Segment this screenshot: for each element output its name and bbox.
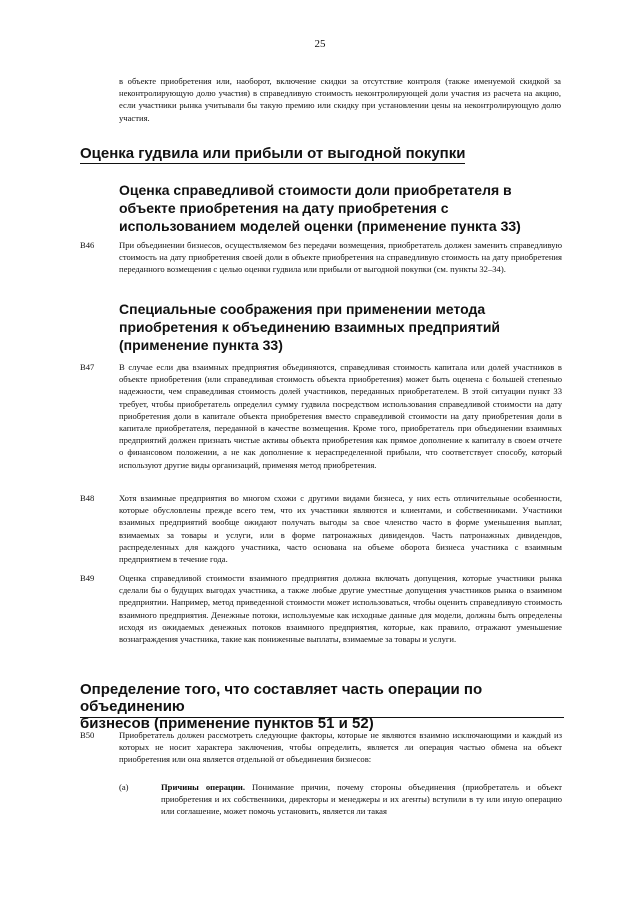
paragraph-text: Оценка справедливой стоимости взаимного предприятия должна включать допущения, которые участники рынка сделали бы о будущих выгодах участника, а также любые другие уместные допущения участников рынка о взаимном предприятии. Например, метод приведенной стоимости может использоваться, чтобы оценить справедливую стоимость взаимного предприятия. Денежные потоки, используемые как исходные данные для модели, должны быть определены исходя из ожидаемых денежных потоков взаимного предприятия, которые, как правило, отражают уменьшение вознаграждения участника, такие как пониженные выплаты, взимаемые за товары и услуги.: [119, 573, 562, 645]
page-number: 25: [314, 38, 326, 50]
paragraph-label: B50: [80, 730, 95, 740]
section-heading-goodwill-text: Оценка гудвила или прибыли от выгодной покупки: [80, 145, 466, 162]
paragraph-b46: [80, 239, 562, 276]
subheading-fair-value-models: Оценка справедливой стоимости доли приобретателя в объекте приобретения на дату приобретения с использованием моделей оценки (применение пункта 33): [119, 182, 521, 234]
paragraph-text: Хотя взаимные предприятия во многом схожи с другими видами бизнеса, у них есть отличительные особенности, которые обусловлены прежде всего тем, что их участники являются и клиентами, и собственниками. Участники взаимных предприятий вообще ожидают получать выгоды за свое членство часто в форме уменьшения выплат, взимаемых за товары и услуги, или в форме патронажных дивидендов. Часть патронажных дивидендов, распределенных для каждого участника, часто основана на объеме оборота бизнеса участника с взаимным предприятием в течение года.: [119, 493, 562, 565]
paragraph-label: B47: [80, 362, 95, 372]
section-heading-goodwill: [80, 145, 564, 162]
list-item-text: Понимание причин, почему стороны объединения (приобретатель и объект приобретения и их собственники, директоры и менеджеры и их агенты) вступили в ту или иную операцию или соглашение, может помочь установить, является ли такая: [161, 782, 563, 817]
paragraph-b49: [80, 572, 562, 645]
paragraph-text: Приобретатель должен рассмотреть следующие факторы, которые не являются взаимно исключающими и каждый из которых не носит характера заключения, чтобы определить, является ли операция частью обмена на объект приобретения или она является отдельной от объединения бизнесов:: [119, 730, 562, 765]
paragraph-b47: [80, 361, 562, 471]
section-underline: [80, 717, 564, 718]
paragraph-text: При объединении бизнесов, осуществляемом без передачи возмещения, приобретатель должен заменить справедливую стоимость на дату приобретения своей доли в объекте приобретения на справедливую стоимость на дату приобретения переданного возмещения с целью оценки гудвила или прибыли от выгодной покупки (см. пункты 32–34).: [119, 240, 562, 275]
intro-paragraph: в объекте приобретения или, наоборот, включение скидки за отсутствие контроля (также именуемой скидкой за неконтролирующую долю участия) в справедливую стоимость неконтролирующей доли участия из расчета на акцию, если участники рынка учитывали бы такую премию или скидку при установлении цены на неконтролирующую долю участия.: [119, 76, 561, 123]
paragraph-text: В случае если два взаимных предприятия объединяются, справедливая стоимость капитала или долей участников в объекте приобретения (или справедливая стоимость объекта приобретения) может быть оценена с большей степенью надежности, чем справедливая стоимость долей участников, переданных приобретателем. В этой ситуации пункт 33 требует, чтобы приобретатель определил сумму гудвила посредством использования справедливой стоимости на дату приобретения доли в капитале объекта приобретения вместо справедливой стоимости на дату приобретения доли в капитале приобретателя, переданной в качестве возмещения. Кроме того, приобретатель при объединении взаимных предприятий должен признать чистые активы объекта приобретения как прямое дополнение к капиталу в своем отчете о финансовом положении, а не как дополнение к нераспределенной прибыли, что соответствует способу, который используют другие виды организаций, применяя метод приобретения.: [119, 362, 562, 470]
paragraph-label: B46: [80, 240, 95, 250]
paragraph-label: B48: [80, 493, 95, 503]
subheading-mutual-entities: Специальные соображения при применении метода приобретения к объединению взаимных предприятий (применение пункта 33): [119, 301, 501, 353]
list-item-label: (a): [119, 782, 129, 792]
paragraph-label: B49: [80, 573, 95, 583]
list-item-body: [161, 781, 562, 818]
paragraph-b48: [80, 492, 562, 565]
list-item-title: Причины операции.: [161, 782, 246, 792]
paragraph-b50: [80, 729, 562, 766]
section-heading-transaction-line2: бизнесов (применение пунктов 51 и 52): [80, 715, 374, 732]
section-heading-transaction-line1: Определение того, что составляет часть операции по объединению: [80, 681, 483, 715]
section-heading-transaction: [80, 681, 564, 732]
list-item-a: [119, 781, 562, 818]
